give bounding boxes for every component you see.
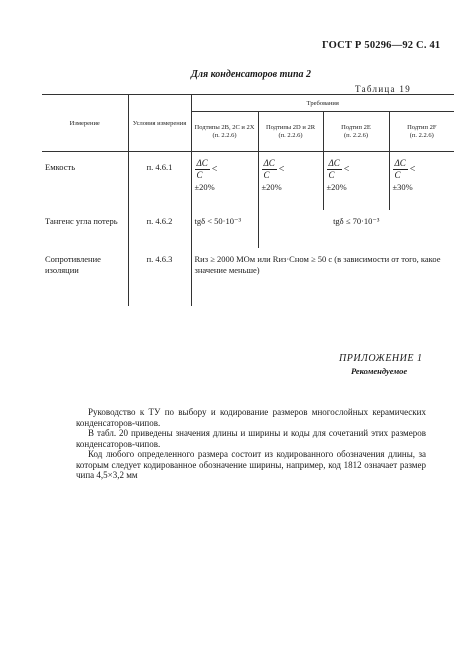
subtype-header: Подтипы 2D и 2R (п. 2.2.6) (258, 112, 323, 152)
paragraph: В табл. 20 приведены значения длины и ширины и коды для сочетаний этих размеров конденсаторов-чипов. (76, 428, 426, 449)
paragraph: Руководство к ТУ по выбору и кодирование размеров многослойных керамических конденсаторов-чипов. (76, 407, 426, 428)
col-header-measure: Измерение (42, 95, 128, 152)
row-condition-capacitance: п. 4.6.1 (128, 152, 191, 210)
loss-tangent-value-rest: tgδ ≤ 70·10⁻³ (258, 210, 454, 248)
appendix-title: ПРИЛОЖЕНИЕ 1 (339, 353, 423, 364)
capacitance-value: $\frac{\Delta C}{C}$ < ±30% (389, 152, 454, 210)
capacitance-value: $\frac{\Delta C}{C}$ < ±20% (258, 152, 323, 210)
subtype-header: Подтипы 2B, 2C и 2X (п. 2.2.6) (191, 112, 258, 152)
table-caption: Для конденсаторов типа 2 (191, 69, 311, 80)
row-measure-loss-tangent: Тангенс угла потерь (42, 210, 128, 248)
col-header-requirements: Требования (191, 95, 454, 112)
capacitance-value: $\frac{\Delta C}{C}$ < ±20% (323, 152, 389, 210)
row-measure-capacitance: Емкость (42, 152, 128, 210)
insulation-value: Rиз ≥ 2000 МОм или Rиз·Cном ≥ 50 с (в зависимости от того, какое значение меньше) (191, 248, 454, 306)
capacitance-value: $\frac{\Delta C}{C}$ < ±20% (191, 152, 258, 210)
page-header: ГОСТ Р 50296—92 С. 41 (322, 40, 441, 51)
paragraph: Код любого определенного размера состоит из кодированного обозначения длины, за которым следует кодированное обозначение ширины, например, код 1812 означает размер чипа 4,5×3,2 мм (76, 449, 426, 480)
subtype-header: Подтип 2F (п. 2.2.6) (389, 112, 454, 152)
row-condition-insulation: п. 4.6.3 (128, 248, 191, 306)
loss-tangent-value-first: tgδ < 50·10⁻³ (191, 210, 258, 248)
requirements-table (42, 94, 454, 306)
subtype-header: Подтип 2E (п. 2.2.6) (323, 112, 389, 152)
table-number: Таблица 19 (355, 84, 411, 94)
appendix-subtitle: Рекомендуемое (351, 366, 408, 376)
row-condition-loss-tangent: п. 4.6.2 (128, 210, 191, 248)
row-measure-insulation: Сопротивление изоляции (42, 248, 128, 306)
col-header-conditions: Условия измерения (128, 95, 191, 152)
